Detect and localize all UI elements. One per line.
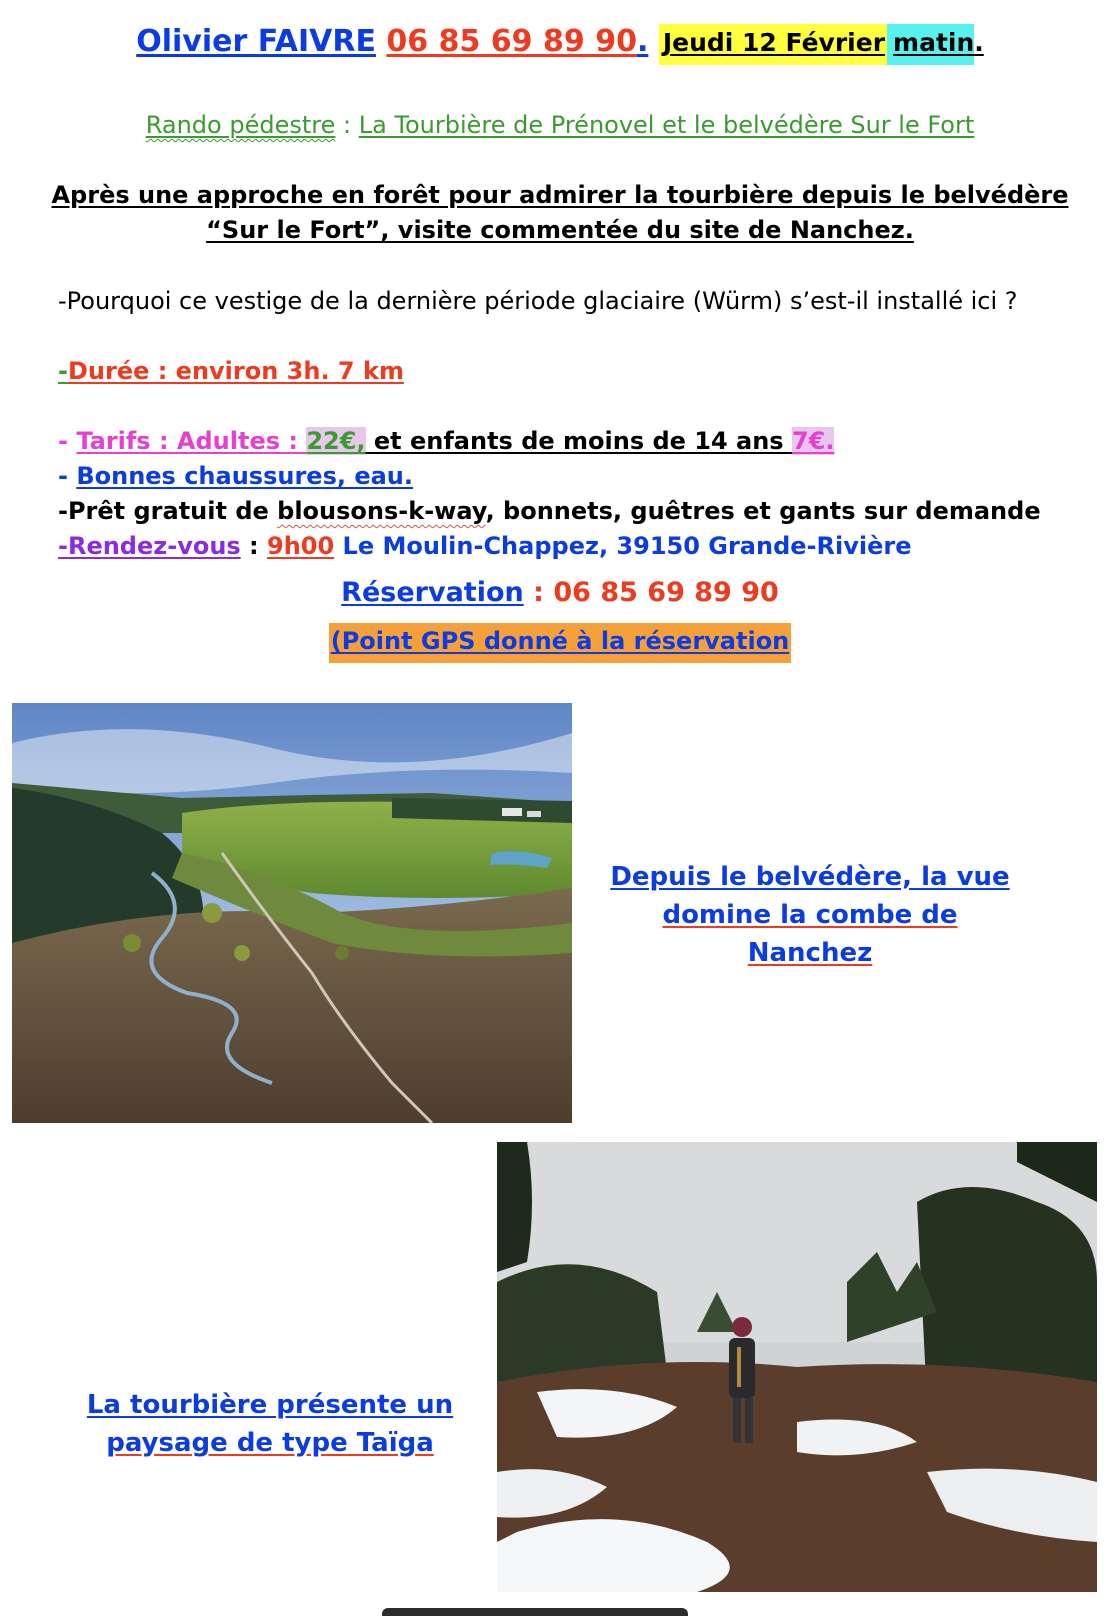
tarifs-dash: - (58, 427, 77, 455)
valley-caption-line-2: domine la combe de Nanchez (662, 900, 958, 968)
tarifs-line (58, 424, 1058, 458)
hike-type: Rando pédestre (145, 111, 336, 139)
taiga-caption-line-1: La tourbière présente un (86, 1390, 454, 1420)
scroll-indicator[interactable] (382, 1608, 688, 1616)
valley-photo-illustration (12, 703, 572, 1123)
gps-line (0, 624, 1120, 658)
gps-note: (Point GPS donné à la réservation (329, 623, 792, 663)
reservation-label: Réservation (341, 577, 524, 608)
loan-before: -Prêt gratuit de (58, 497, 278, 525)
valley-caption-line-1: Depuis le belvédère, la vue (610, 862, 1010, 892)
duration-line (58, 354, 1058, 388)
header-line (0, 22, 1120, 63)
shoes-dash: - (58, 462, 77, 490)
shoes-text: Bonnes chaussures, eau. (76, 462, 413, 490)
organizer-phone: 06 85 69 89 90 (386, 24, 637, 59)
taiga-photo (497, 1142, 1097, 1592)
reservation-colon: : (523, 577, 554, 608)
tarifs-label: Tarifs : Adultes : (76, 427, 307, 455)
taiga-caption (80, 1386, 460, 1462)
adult-price: 22€, (306, 427, 366, 455)
loan-line (58, 494, 1068, 528)
duration-text: Durée : environ 3h. 7 km (67, 357, 404, 385)
valley-caption (600, 858, 1020, 972)
tarifs-middle: et enfants de moins de 14 ans (365, 427, 792, 455)
meeting-time: 9h00 (267, 532, 335, 560)
meeting-place: Le Moulin-Chappez, 39150 Grande-Rivière (334, 532, 912, 560)
intro-line-1: Après une approche en forêt pour admirer la tourbière depuis le belvédère (51, 181, 1069, 209)
event-time: matin (887, 24, 974, 65)
organizer-name: Olivier FAIVRE (136, 24, 376, 59)
event-date: Jeudi 12 Février (659, 24, 887, 65)
header-dot: . (636, 24, 649, 59)
question-text: -Pourquoi ce vestige de la dernière période glaciaire (Würm) s’est-il installé ici ? (58, 287, 1018, 315)
valley-photo (12, 703, 572, 1123)
hike-subtitle (0, 108, 1120, 142)
meeting-colon: : (240, 532, 268, 560)
reservation-line (0, 574, 1120, 612)
shoes-line (58, 459, 1058, 493)
subtitle-separator: : (335, 111, 359, 139)
hike-title: La Tourbière de Prénovel et le belvédère Sur le Fort (358, 111, 975, 139)
loan-after: , bonnets, guêtres et gants sur demande (485, 497, 1041, 525)
meeting-line (58, 529, 1058, 563)
intro-line-2: “Sur le Fort”, visite commentée du site de Nanchez. (206, 216, 914, 244)
taiga-photo-illustration (497, 1142, 1097, 1592)
header-end-dot: . (974, 28, 984, 57)
meeting-label: -Rendez-vous (58, 532, 241, 560)
taiga-caption-line-2: paysage de type Taïga (106, 1428, 434, 1458)
duration-dash: - (58, 357, 68, 385)
loan-wavy-word: blousons-k-way (277, 497, 486, 525)
child-price: 7€. (791, 427, 835, 455)
reservation-phone: 06 85 69 89 90 (553, 577, 779, 608)
